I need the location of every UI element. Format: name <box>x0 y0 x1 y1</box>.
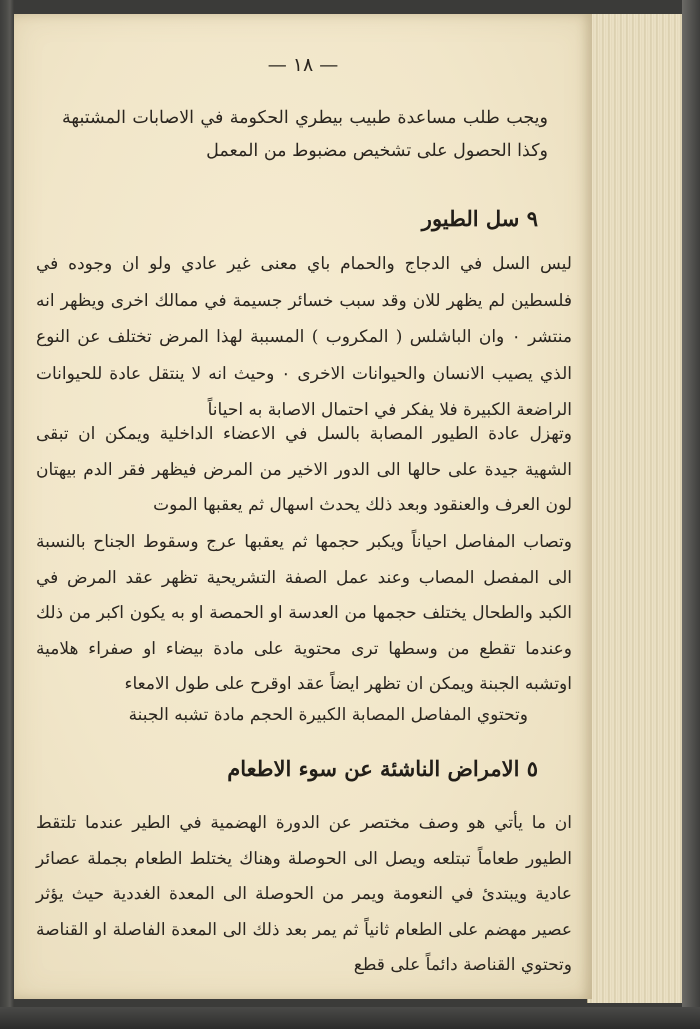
paragraph-lab-diagnosis: ويجب طلب مساعدة طبيب بيطري الحكومة في الاصابات المشتبهة وكذا الحصول على تشخيص مضبوط من المعمل <box>62 108 548 161</box>
paragraph-joint-contents: وتحتوي المفاصل المصابة الكبيرة الحجم مادة تشبه الجبنة <box>128 705 528 725</box>
paragraph-tuberculosis-intro: ليس السل في الدجاج والحمام باي معنى غير عادي ولو ان وجوده في فلسطين لم يظهر للان وقد سبب خسائر جسيمة في ممالك اخرى ويظهر انه منتشر ٠ وان الباشلس ( المكروب ) المسببة لهذا المرض تختلف عن النوع الذي يصيب الانسان والحيوانات الاخرى ٠ وحيث انه لا ينتقل عادة للحيوانات الراضعة الكبيرة فلا يفكر في احتمال الاصابة به احياناً <box>36 254 572 420</box>
section-heading-malnutrition-diseases: ٥ الامراض الناشئة عن سوء الاطعام <box>227 756 538 781</box>
book-cover-right <box>682 0 700 1029</box>
section-heading-avian-tuberculosis: ٩ سل الطيور <box>421 206 538 231</box>
paragraph-tuberculosis-symptoms: وتهزل عادة الطيور المصابة بالسل في الاعضاء الداخلية ويمكن ان تبقى الشهية جيدة على حالها الى الدور الاخير من المرض فيظهر فقر الدم بيهتان لون العرف والعنقود وبعد ذلك يحدث اسهال ثم يعقبها الموت <box>36 424 572 515</box>
page-number: — ١٨ — <box>267 54 339 76</box>
paragraph-digestive-cycle: ان ما يأتي هو وصف مختصر عن الدورة الهضمية في الطير عندما تلتقط الطيور طعاماً تبتلعه ويصل الى الحوصلة وهناك يختلط الطعام بجملة عصائر عادية ويبتدئ في النعومة ويمر من الحوصلة الى المعدة الغددية حيث يؤثر عصير مهضم على الطعام ثانياً ثم يمر بعد ذلك الى المعدة الفاصلة او القناصة وتحتوي القناصة دائماً على قطع <box>36 813 572 975</box>
book-cover-bottom <box>0 1007 700 1029</box>
paragraph-joint-lesions: وتصاب المفاصل احياناً ويكبر حجمها ثم يعقبها عرج وسقوط الجناح بالنسبة الى المفصل المصاب وعند عمل الصفة التشريحية تظهر عقد المرض في الكبد والطحال يختلف حجمها من العدسة او الحمصة او به يكون اكبر من ذلك وعندما تقطع من وسطها ترى محتوية على مادة بيضاء او صفراء هلامية اوتشبه الجبنة ويمكن ان تظهر ايضاً عقد اوقرح على طول الامعاء <box>36 532 572 694</box>
page-sheet <box>14 14 592 999</box>
